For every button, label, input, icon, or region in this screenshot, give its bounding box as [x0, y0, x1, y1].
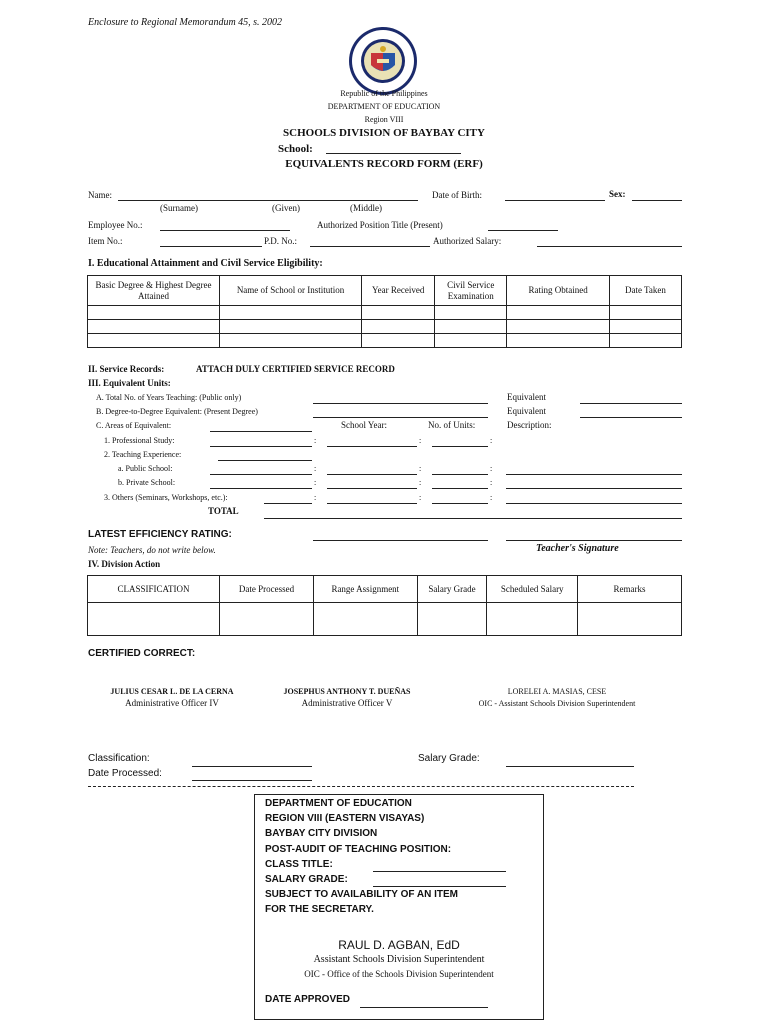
position-title-label: Authorized Position Title (Present) — [317, 220, 443, 230]
school-field[interactable] — [326, 153, 461, 154]
degree-equivalent-field[interactable] — [313, 417, 488, 418]
teacher-signature-label: Teacher's Signature — [536, 543, 619, 554]
others-year-field[interactable] — [327, 503, 417, 504]
date-processed-field[interactable] — [192, 780, 312, 781]
col-range: Range Assignment — [313, 576, 417, 603]
section2-note: ATTACH DULY CERTIFIED SERVICE RECORD — [196, 364, 395, 374]
col-salary-grade: Salary Grade — [417, 576, 487, 603]
name-field[interactable] — [118, 200, 418, 201]
public-school-label: a. Public School: — [118, 464, 173, 473]
no-units-label: No. of Units: — [428, 420, 476, 430]
cut-line — [88, 786, 634, 787]
stamp-date-approved-label: DATE APPROVED — [265, 994, 351, 1005]
certified-title: CERTIFIED CORRECT: — [88, 648, 196, 659]
efficiency-field[interactable] — [313, 540, 488, 541]
stamp-class-title-field[interactable] — [373, 871, 506, 872]
table-row — [88, 306, 682, 320]
division-action-table — [87, 575, 682, 636]
total-label: TOTAL — [208, 506, 239, 516]
signatory-1-name: JULIUS CESAR L. DE LA CERNA — [110, 687, 234, 696]
dob-field[interactable] — [505, 200, 605, 201]
middle-caption: (Middle) — [350, 203, 382, 213]
salary-grade-field[interactable] — [506, 766, 634, 767]
table-row — [88, 603, 682, 636]
signatory-2-name: JOSEPHUS ANTHONY T. DUEÑAS — [283, 687, 411, 696]
section2-title: II. Service Records: — [88, 364, 165, 374]
years-teaching-label: A. Total No. of Years Teaching: (Public only) — [96, 393, 242, 402]
stamp-salary-grade-field[interactable] — [373, 886, 506, 887]
section1-title: I. Educational Attainment and Civil Service Eligibility: — [88, 258, 323, 269]
name-label: Name: — [88, 190, 112, 200]
stamp-line3: BAYBAY CITY DIVISION — [265, 828, 378, 839]
years-teaching-field[interactable] — [313, 403, 488, 404]
col-date-taken: Date Taken — [609, 276, 681, 306]
equivalent-a-label: Equivalent — [507, 392, 546, 402]
teaching-exp-field[interactable] — [218, 460, 312, 461]
stamp-line4: POST-AUDIT OF TEACHING POSITION: — [265, 844, 452, 855]
stamp-salary-grade-label: SALARY GRADE: — [265, 874, 348, 885]
private-school-desc-field[interactable] — [506, 488, 682, 489]
others-desc-field[interactable] — [506, 503, 682, 504]
table-row — [88, 320, 682, 334]
education-table — [87, 275, 682, 348]
equivalent-a-field[interactable] — [580, 403, 682, 404]
stamp-signer: RAUL D. AGBAN, EdD — [338, 938, 460, 952]
item-no-field[interactable] — [160, 246, 262, 247]
col-degree: Basic Degree & Highest Degree Attained — [88, 276, 220, 306]
col-classification: CLASSIFICATION — [88, 576, 220, 603]
position-title-field[interactable] — [488, 230, 558, 231]
republic-text: Republic of the Philippines — [340, 89, 428, 98]
item-no-label: Item No.: — [88, 236, 123, 246]
stamp-signer-pos1: Assistant Schools Division Superintendent — [313, 954, 485, 965]
private-school-year-field[interactable] — [327, 488, 417, 489]
signatory-3-position: OIC - Assistant Schools Division Superintendent — [478, 699, 636, 708]
teaching-exp-label: 2. Teaching Experience: — [104, 450, 182, 459]
sex-field[interactable] — [632, 200, 682, 201]
pd-no-field[interactable] — [310, 246, 430, 247]
classification-label: Classification: — [88, 753, 150, 764]
areas-label: C. Areas of Equivalent: — [96, 421, 172, 430]
total-field[interactable] — [264, 518, 682, 519]
col-school: Name of School or Institution — [220, 276, 362, 306]
sex-label: Sex: — [609, 189, 626, 199]
col-scheduled-salary: Scheduled Salary — [487, 576, 578, 603]
section3-title: III. Equivalent Units: — [88, 378, 171, 388]
areas-field[interactable] — [210, 431, 312, 432]
private-school-field[interactable] — [210, 488, 312, 489]
others-units-field[interactable] — [432, 503, 488, 504]
stamp-for-sec: FOR THE SECRETARY. — [265, 904, 374, 915]
stamp-line2: REGION VIII (EASTERN VISAYAS) — [265, 813, 425, 824]
signatory-3-name: LORELEI A. MASIAS, CESE — [507, 687, 607, 696]
col-date-processed: Date Processed — [220, 576, 314, 603]
surname-caption: (Surname) — [160, 203, 198, 213]
private-school-units-field[interactable] — [432, 488, 488, 489]
given-caption: (Given) — [272, 203, 300, 213]
region-text: Region VIII — [364, 115, 404, 124]
public-school-year-field[interactable] — [327, 474, 417, 475]
col-remarks: Remarks — [578, 576, 682, 603]
employee-no-field[interactable] — [160, 230, 290, 231]
col-exam: Civil Service Examination — [435, 276, 507, 306]
prof-study-units-field[interactable] — [432, 446, 488, 447]
equivalent-b-field[interactable] — [580, 417, 682, 418]
col-rating: Rating Obtained — [507, 276, 610, 306]
col-year: Year Received — [362, 276, 435, 306]
private-school-label: b. Private School: — [118, 478, 176, 487]
stamp-subject: SUBJECT TO AVAILABILITY OF AN ITEM — [265, 889, 458, 900]
dob-label: Date of Birth: — [432, 190, 482, 200]
degree-equivalent-label: B. Degree-to-Degree Equivalent: (Present Degree) — [96, 407, 258, 416]
date-processed-label: Date Processed: — [88, 768, 162, 779]
table-row — [88, 334, 682, 348]
public-school-desc-field[interactable] — [506, 474, 682, 475]
others-label: 3. Others (Seminars, Workshops, etc.): — [104, 493, 228, 502]
public-school-units-field[interactable] — [432, 474, 488, 475]
school-year-label: School Year: — [341, 420, 388, 430]
signature-field[interactable] — [506, 540, 682, 541]
prof-study-label: 1. Professional Study: — [104, 436, 175, 445]
school-label: School: — [278, 143, 313, 155]
post-audit-stamp — [254, 794, 544, 1020]
stamp-line1: DEPARTMENT OF EDUCATION — [265, 798, 412, 809]
efficiency-title: LATEST EFFICIENCY RATING: — [88, 529, 232, 540]
prof-study-year-field[interactable] — [327, 446, 417, 447]
employee-no-label: Employee No.: — [88, 220, 143, 230]
salary-field[interactable] — [537, 246, 682, 247]
signatory-2-position: Administrative Officer V — [301, 698, 393, 708]
deped-seal-icon — [347, 25, 419, 97]
description-label: Description: — [507, 420, 552, 430]
department-text: DEPARTMENT OF EDUCATION — [327, 102, 441, 111]
form-title: EQUIVALENTS RECORD FORM (ERF) — [285, 158, 483, 170]
stamp-class-title-label: CLASS TITLE: — [265, 859, 333, 870]
classification-field[interactable] — [192, 766, 312, 767]
section4-title: IV. Division Action — [88, 559, 161, 569]
teachers-note: Note: Teachers, do not write below. — [88, 545, 216, 555]
prof-study-field[interactable] — [210, 446, 312, 447]
enclosure-note: Enclosure to Regional Memorandum 45, s. 2002 — [88, 17, 283, 28]
salary-label: Authorized Salary: — [433, 236, 502, 246]
stamp-signer-pos2: OIC - Office of the Schools Division Superintendent — [304, 969, 494, 979]
salary-grade-label: Salary Grade: — [418, 753, 480, 764]
equivalent-b-label: Equivalent — [507, 406, 546, 416]
stamp-date-approved-field[interactable] — [360, 1007, 488, 1008]
pd-no-label: P.D. No.: — [264, 236, 298, 246]
division-title: SCHOOLS DIVISION OF BAYBAY CITY — [283, 127, 485, 139]
others-field[interactable] — [264, 503, 312, 504]
signatory-1-position: Administrative Officer IV — [125, 698, 219, 708]
public-school-field[interactable] — [210, 474, 312, 475]
